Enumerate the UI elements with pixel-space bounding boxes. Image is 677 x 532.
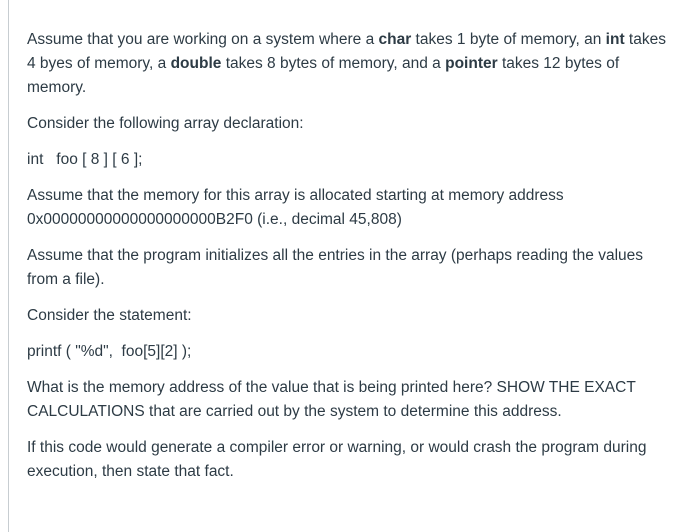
type-pointer: pointer xyxy=(445,55,498,72)
intro-text-5: takes 12 bytes of memory. xyxy=(27,55,620,96)
question-body xyxy=(27,28,667,496)
type-double: double xyxy=(170,55,222,72)
type-int: int xyxy=(605,31,625,48)
initialization-paragraph: Assume that the program initializes all the entries in the array (perhaps reading the values from a file). xyxy=(27,247,644,288)
statement-intro: Consider the statement: xyxy=(27,307,192,324)
memory-address-value: 0x00000000000000000000B2F0 (i.e., decimal 45,808) xyxy=(27,211,402,228)
intro-text-2: takes 1 byte of memory, an xyxy=(411,31,606,48)
intro-text-3: takes 4 byes of memory, a xyxy=(27,31,666,72)
error-instruction: If this code would generate a compiler error or warning, or would crash the program during execution, then state that fact. xyxy=(27,439,647,480)
question-prompt: What is the memory address of the value that is being printed here? SHOW THE EXACT CALCULATIONS that are carried out by the system to determine this address. xyxy=(27,379,636,420)
memory-address-paragraph xyxy=(27,184,667,232)
intro-text-4: takes 8 bytes of memory, and a xyxy=(221,55,446,72)
declaration-intro: Consider the following array declaration: xyxy=(27,115,304,132)
printf-statement: printf ( "%d", foo[5][2] ); xyxy=(27,343,192,360)
intro-text-1: Assume that you are working on a system where a xyxy=(27,31,379,48)
intro-paragraph xyxy=(27,28,667,100)
memory-address-text: Assume that the memory for this array is allocated starting at memory address xyxy=(27,187,564,204)
type-char: char xyxy=(378,31,412,48)
array-declaration: int foo [ 8 ] [ 6 ]; xyxy=(27,151,143,168)
